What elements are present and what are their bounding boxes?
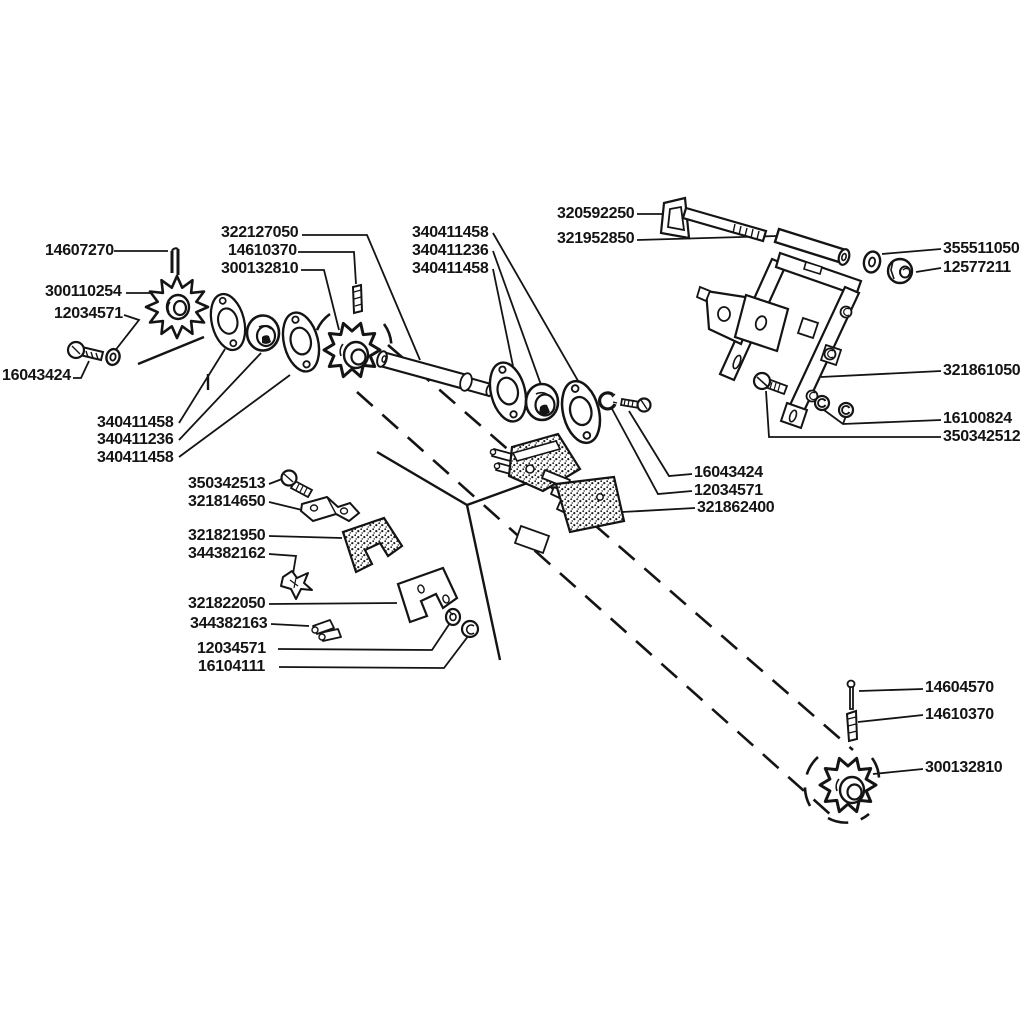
part-label-14607270: 14607270: [45, 242, 114, 259]
part-label-14610370-a: 14610370: [228, 242, 297, 259]
part-label-300110254: 300110254: [45, 283, 122, 300]
part-label-344382163: 344382163: [190, 615, 268, 632]
part-label-350342513: 350342513: [188, 475, 266, 492]
bearing: [247, 316, 279, 351]
friction-plate: [343, 518, 402, 572]
part-label-355511050: 355511050: [943, 240, 1020, 257]
idler-sprocket-small: [146, 276, 208, 338]
washer: [862, 250, 882, 274]
lock-washer: [600, 393, 617, 409]
chain-sprocket-lower: [820, 758, 876, 811]
clamp-bracket: [301, 497, 359, 521]
anchor-bolt: [661, 198, 766, 241]
split-pin: [172, 248, 178, 275]
washer: [105, 348, 121, 367]
part-label-321822050: 321822050: [188, 595, 266, 612]
spring-clip: [312, 620, 341, 641]
part-label-14604570: 14604570: [925, 679, 994, 696]
nut: [815, 396, 829, 410]
flange-gasket: [556, 377, 606, 447]
flange-gasket: [277, 309, 325, 375]
part-label-350342512: 350342512: [943, 428, 1021, 445]
mounting-frame: [697, 253, 861, 428]
pin: [848, 681, 855, 710]
nut: [839, 403, 853, 417]
part-label-12577211: 12577211: [943, 259, 1011, 276]
part-label-12034571-c: 12034571: [197, 640, 266, 657]
part-label-16100824: 16100824: [943, 410, 1012, 427]
spring-clip: [281, 571, 312, 599]
part-label-12034571-b: 12034571: [694, 482, 763, 499]
part-label-340411236-b: 340411236: [97, 431, 174, 448]
part-label-12034571-a: 12034571: [54, 305, 123, 322]
part-label-340411236-a: 340411236: [412, 242, 489, 259]
washer: [446, 609, 460, 625]
roll-pin: [353, 285, 362, 313]
nut: [462, 621, 478, 637]
bushing: [526, 384, 558, 420]
part-label-14610370-b: 14610370: [925, 706, 994, 723]
part-label-320592250: 320592250: [557, 205, 635, 222]
screw: [754, 373, 787, 394]
chain-sprocket-upper: [324, 323, 380, 376]
part-label-340411458-b: 340411458: [412, 260, 489, 277]
flange-gasket: [484, 359, 532, 425]
part-label-321861050: 321861050: [943, 362, 1021, 379]
part-label-16043424-a: 16043424: [2, 367, 71, 384]
bolt: [68, 342, 103, 360]
part-label-340411458-d: 340411458: [97, 449, 174, 466]
drive-shaft: [375, 350, 494, 397]
part-label-344382162: 344382162: [188, 545, 266, 562]
chain-path-dashed-lines: [314, 314, 879, 823]
part-label-16104111: 16104111: [198, 658, 266, 675]
part-label-321862400: 321862400: [697, 499, 775, 516]
roll-pin: [847, 711, 857, 741]
part-label-322127050: 322127050: [221, 224, 299, 241]
part-label-321814650: 321814650: [188, 493, 266, 510]
part-label-321821950: 321821950: [188, 527, 266, 544]
part-label-340411458-a: 340411458: [412, 224, 489, 241]
bolt: [282, 471, 313, 498]
part-label-300132810-b: 300132810: [925, 759, 1003, 776]
part-label-300132810-a: 300132810: [221, 260, 299, 277]
flange-gasket: [205, 290, 250, 353]
tensioner-plate-assembly: [490, 434, 624, 553]
part-label-340411458-c: 340411458: [97, 414, 174, 431]
part-label-16043424-b: 16043424: [694, 464, 763, 481]
part-label-321952850: 321952850: [557, 230, 635, 247]
bolt: [621, 399, 651, 412]
nut: [888, 259, 912, 283]
